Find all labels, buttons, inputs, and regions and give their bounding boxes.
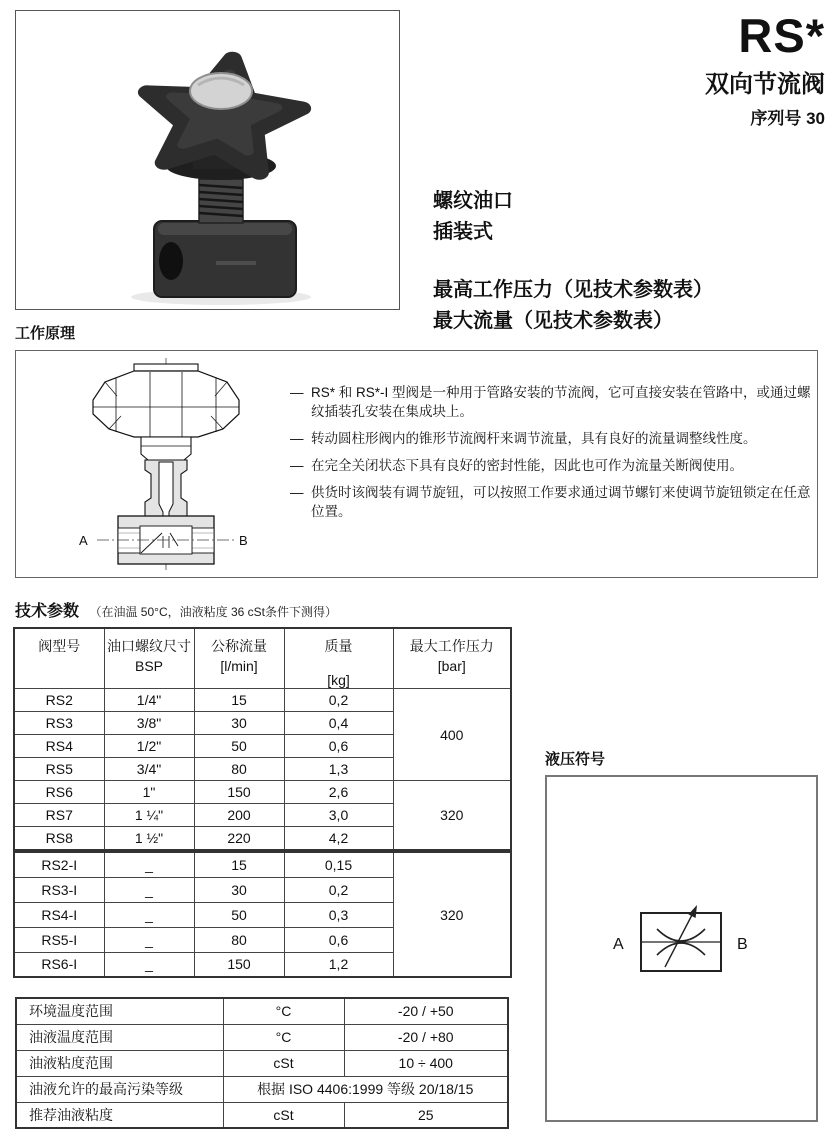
valve-photo-image: [16, 11, 399, 309]
feature-line: 螺纹油口: [433, 190, 513, 212]
tech-params-heading: [15, 598, 337, 621]
series-number: 序列号 30: [750, 109, 825, 128]
bullet-text: 供货时该阀装有调节旋钮，可以按照工作要求通过调节螺钉来使调节旋钮锁定在任意位置。: [311, 485, 811, 519]
table-row: RS4-I _ 50 0,3: [14, 902, 511, 927]
col-header-model: 阀型号: [14, 628, 104, 689]
bullet-text: 在完全关闭状态下具有良好的密封性能，因此也可作为流量关断阀使用。: [311, 458, 743, 473]
bullet-dash: —: [290, 458, 304, 473]
table-row: 油液允许的最高污染等级 根据 ISO 4406:1999 等级 20/18/15: [16, 1076, 508, 1102]
model-code: RS*: [738, 9, 825, 62]
product-name: 双向节流阀: [705, 71, 825, 98]
port-a-label: A: [79, 533, 88, 548]
col-header-flow: 公称流量 [l/min]: [194, 628, 284, 689]
table-row: RS2 1/4" 15 0,2 400: [14, 689, 511, 712]
feature-summary: [433, 186, 713, 337]
table-header-row: [14, 628, 511, 689]
table-row: RS8 1 ½" 220 4,2: [14, 827, 511, 850]
hydraulic-symbol-panel: [545, 775, 818, 1122]
feature-line: 插装式: [433, 221, 493, 243]
pressure-group-cell: 400: [393, 689, 511, 781]
bullet-dash: —: [290, 485, 304, 500]
bullet-item: [290, 383, 820, 421]
table-row: 推荐油液粘度 cSt 25: [16, 1102, 508, 1128]
bullet-text: RS* 和 RS*-I 型阀是一种用于管路安装的节流阀，它可直接安装在管路中，或通过螺纹插装孔安装在集成块上。: [311, 385, 811, 419]
bullet-item: [290, 483, 820, 521]
table-row: 油液粘度范围 cSt 10 ÷ 400: [16, 1050, 508, 1076]
valve-cross-section-drawing: [71, 358, 261, 570]
brand-header: [705, 9, 825, 129]
feature-line: 最大流量（见技术参数表）: [433, 310, 673, 332]
table-row: RS6-I _ 150 1,2: [14, 952, 511, 977]
conditions-table: [15, 997, 509, 1129]
bullet-text: 转动圆柱形阀内的锥形节流阀杆来调节流量，具有良好的流量调整线性度。: [311, 431, 757, 446]
table-row: RS4 1/2" 50 0,6: [14, 735, 511, 758]
feature-line: 最高工作压力（见技术参数表）: [433, 279, 713, 301]
tech-params-note: （在油温 50°C，油液粘度 36 cSt条件下测得）: [89, 605, 337, 619]
main-spec-table: [13, 627, 512, 851]
working-principle-bullets: [290, 383, 820, 529]
bullet-item: [290, 456, 820, 475]
hydraulic-symbol-diagram: [547, 777, 816, 1120]
working-principle-title: 工作原理: [15, 325, 76, 342]
working-principle-panel: [15, 350, 818, 578]
bullet-dash: —: [290, 431, 304, 446]
col-header-pressure: 最大工作压力 [bar]: [393, 628, 511, 689]
port-b-label: B: [239, 533, 248, 548]
bullet-dash: —: [290, 385, 304, 400]
table-row: RS5 3/4" 80 1,3: [14, 758, 511, 781]
table-row: 环境温度范围 °C -20 / +50: [16, 998, 508, 1024]
valve-photo: [15, 10, 400, 310]
col-header-mass: 质量 [kg]: [284, 628, 393, 689]
symbol-port-b-label: B: [737, 936, 748, 953]
cartridge-spec-table: [13, 851, 512, 978]
table-row: RS5-I _ 80 0,6: [14, 927, 511, 952]
symbol-port-a-label: A: [613, 936, 624, 953]
table-row: RS3-I _ 30 0,2: [14, 877, 511, 902]
pressure-group-cell: 320: [393, 852, 511, 977]
table-row: 油液温度范围 °C -20 / +80: [16, 1024, 508, 1050]
bullet-item: [290, 429, 820, 448]
tech-params-title: 技术参数: [15, 603, 80, 620]
table-row: RS3 3/8" 30 0,4: [14, 712, 511, 735]
table-row: RS6 1" 150 2,6 320: [14, 781, 511, 804]
col-header-thread: 油口螺纹尺寸 BSP: [104, 628, 194, 689]
table-row: RS7 1 ¼" 200 3,0: [14, 804, 511, 827]
hydraulic-symbol-title: 液压符号: [545, 751, 606, 768]
table-row: RS2-I _ 15 0,15 320: [14, 852, 511, 877]
pressure-group-cell: 320: [393, 781, 511, 850]
